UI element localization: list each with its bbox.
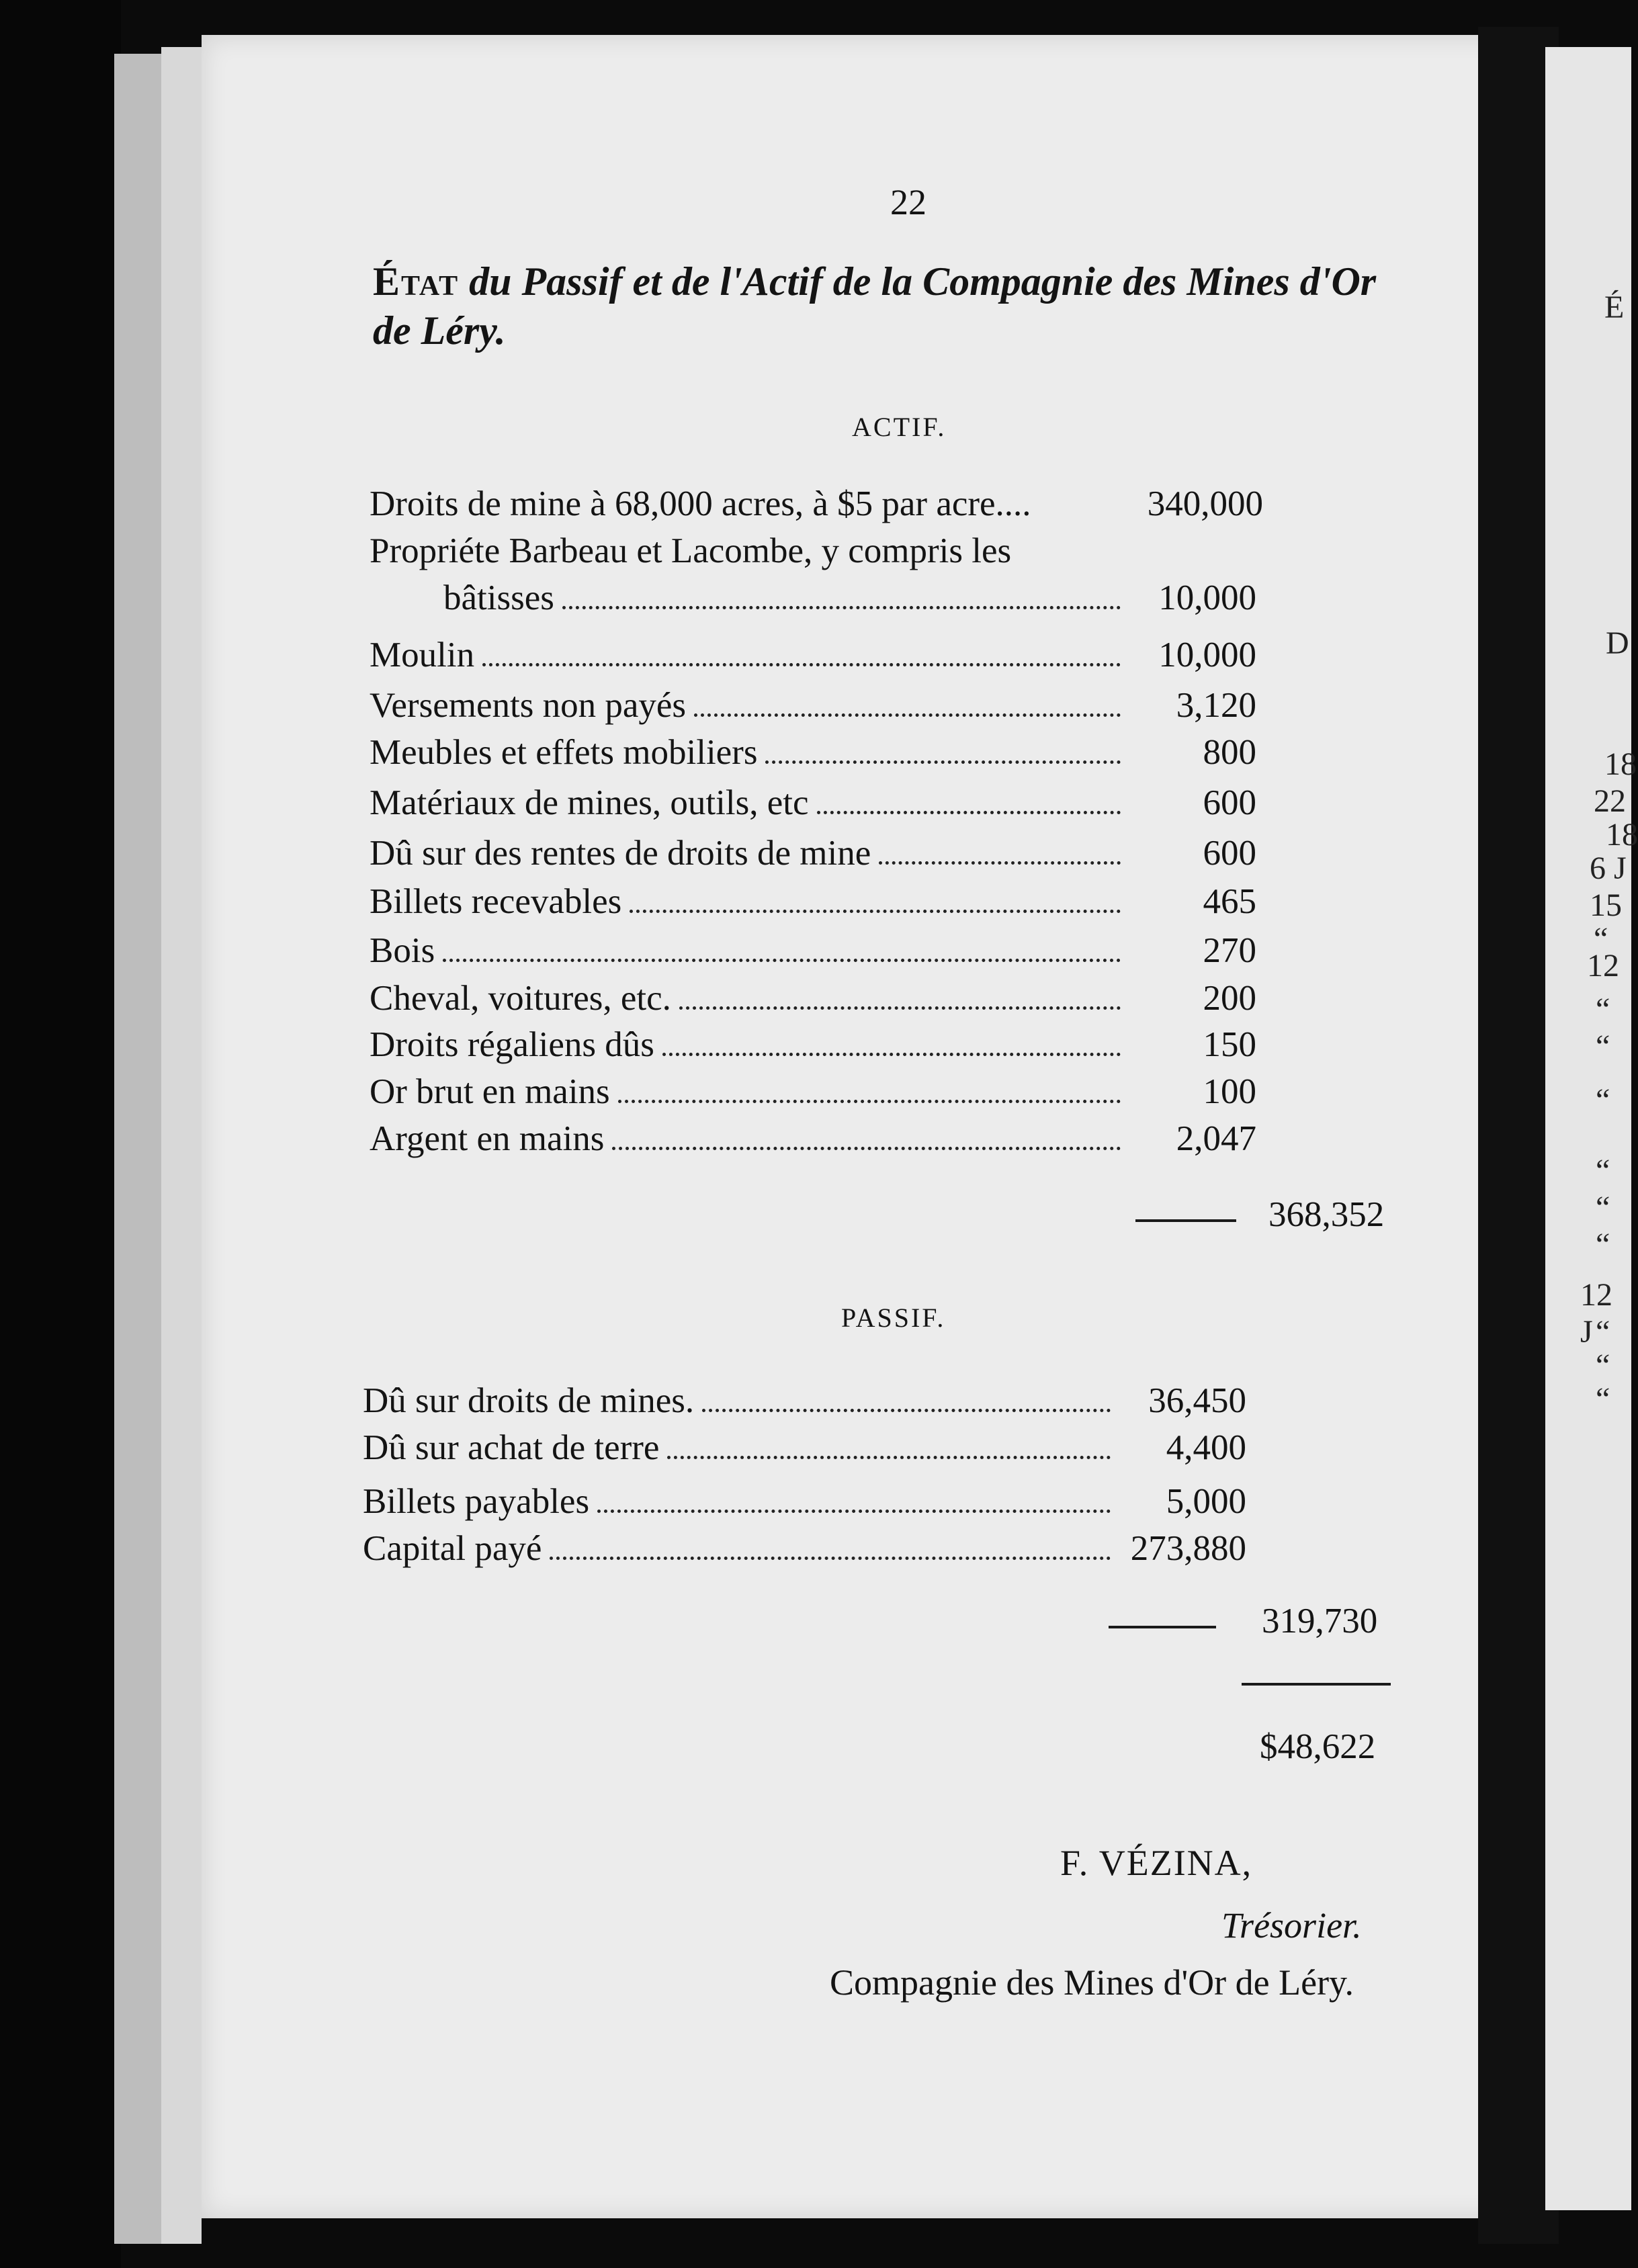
- facing-page-fragment: 18: [1604, 746, 1637, 782]
- actif-row-label: Droits de mine à 68,000 acres, à $5 par acre....: [370, 484, 1031, 523]
- leader-dots: [679, 1006, 1121, 1010]
- leader-dots: [667, 1456, 1111, 1459]
- passif-total-rule: [1109, 1626, 1216, 1628]
- balance-total: $48,622: [1260, 1727, 1376, 1766]
- passif-row-label: Dû sur achat de terre: [363, 1428, 660, 1467]
- title-smallcaps: État: [373, 259, 460, 304]
- actif-row: [370, 1119, 1256, 1166]
- actif-row-value: 100: [1203, 1072, 1256, 1111]
- leader-dots: [482, 663, 1121, 666]
- actif-row-value: 10,000: [1158, 636, 1256, 674]
- actif-row-value: 2,047: [1176, 1119, 1256, 1158]
- facing-page-fragment: 12: [1587, 948, 1619, 984]
- facing-page-fragment: 15: [1590, 887, 1622, 923]
- leader-dots: [694, 713, 1121, 717]
- actif-row-value: 200: [1203, 979, 1256, 1018]
- actif-row-label: Moulin: [370, 636, 475, 674]
- leader-dots: [597, 1510, 1111, 1513]
- actif-row-value: 270: [1203, 931, 1256, 970]
- leader-dots: [550, 1557, 1111, 1560]
- actif-row-label: Droits régaliens dûs: [370, 1025, 654, 1064]
- binding-mark: [1490, 1538, 1537, 1568]
- leader-dots: [702, 1409, 1111, 1412]
- actif-heading: ACTIF.: [852, 412, 947, 442]
- actif-row-label: bâtisses: [443, 578, 554, 617]
- facing-page-fragment: 12 J: [1580, 1277, 1612, 1350]
- page-number: 22: [890, 182, 926, 222]
- signature-name: F. VÉZINA,: [1060, 1843, 1253, 1883]
- actif-row: [443, 578, 1256, 625]
- facing-page-fragment: “: [1596, 1348, 1610, 1383]
- actif-row: [370, 930, 1256, 977]
- signature-role: Trésorier.: [1221, 1905, 1362, 1946]
- actif-row: [370, 635, 1256, 682]
- facing-page-fragment: 22: [1594, 783, 1626, 819]
- leader-dots: [630, 910, 1121, 913]
- actif-row-label: Cheval, voitures, etc.: [370, 979, 671, 1018]
- facing-page: [1545, 47, 1631, 2210]
- facing-page-fragment: 6 J: [1590, 850, 1627, 886]
- actif-row-value: 340,000: [1147, 484, 1263, 523]
- passif-heading: PASSIF.: [841, 1303, 946, 1333]
- actif-row-label: Dû sur des rentes de droits de mine: [370, 834, 871, 873]
- balance-rule: [1242, 1683, 1391, 1686]
- passif-row: [363, 1481, 1246, 1528]
- actif-row-value: 150: [1203, 1025, 1256, 1064]
- title-line1: du Passif et de l'Actif de la Compagnie des Mines d'Or: [469, 259, 1377, 304]
- actif-row-value: 465: [1203, 882, 1256, 921]
- leader-dots: [817, 811, 1121, 814]
- actif-row: [370, 1024, 1256, 1072]
- actif-total: 368,352: [1268, 1195, 1385, 1234]
- facing-page-fragment: É: [1604, 290, 1625, 325]
- page-title: [373, 259, 1376, 305]
- passif-row-label: Dû sur droits de mines.: [363, 1381, 695, 1420]
- passif-row: [363, 1381, 1246, 1428]
- scan-background: [0, 0, 121, 2268]
- binding-mark: [1504, 830, 1544, 847]
- passif-row: [363, 1428, 1246, 1475]
- actif-row: [370, 531, 1256, 578]
- actif-row-label: Matériaux de mines, outils, etc: [370, 783, 809, 822]
- actif-row: [370, 685, 1256, 732]
- facing-page-fragment: “: [1596, 1314, 1610, 1350]
- actif-row-label: Billets recevables: [370, 882, 622, 921]
- passif-row-label: Capital payé: [363, 1529, 542, 1568]
- leader-dots: [879, 861, 1121, 865]
- actif-row-value: 600: [1203, 834, 1256, 873]
- leader-dots: [765, 760, 1121, 764]
- actif-row-value: 3,120: [1176, 686, 1256, 725]
- binding-mark: [1510, 411, 1535, 435]
- signature-company: Compagnie des Mines d'Or de Léry.: [830, 1962, 1354, 2003]
- actif-row-label: Argent en mains: [370, 1119, 605, 1158]
- facing-page-fragment: “: [1596, 1381, 1610, 1417]
- leader-dots: [618, 1100, 1121, 1103]
- facing-page-fragment: D: [1606, 625, 1629, 661]
- actif-row: [370, 978, 1256, 1025]
- page-edge-strip: [161, 47, 202, 2244]
- passif-row-value: 5,000: [1166, 1482, 1246, 1521]
- passif-row-value: 273,880: [1130, 1529, 1246, 1568]
- binding-mark: [1504, 1280, 1544, 1297]
- facing-page-fragment: “: [1596, 1227, 1610, 1262]
- actif-row-label: Versements non payés: [370, 686, 686, 725]
- leader-dots: [443, 959, 1121, 962]
- actif-row-label: Meubles et effets mobiliers: [370, 733, 758, 772]
- facing-page-fragment: 18: [1606, 817, 1638, 853]
- actif-row: [370, 732, 1256, 779]
- facing-page-fragment: “: [1596, 1029, 1610, 1064]
- actif-row: [370, 783, 1256, 830]
- actif-row-label: Propriéte Barbeau et Lacombe, y compris les: [370, 531, 1012, 570]
- actif-total-rule: [1135, 1219, 1236, 1222]
- passif-row: [363, 1528, 1246, 1575]
- leader-dots: [612, 1147, 1121, 1150]
- facing-page-fragment: “: [1596, 1153, 1610, 1188]
- actif-row-value: 10,000: [1158, 578, 1256, 617]
- actif-row-label: Or brut en mains: [370, 1072, 610, 1111]
- passif-row-value: 4,400: [1166, 1428, 1246, 1467]
- actif-row: [370, 484, 1263, 531]
- page-title-line2: de Léry.: [373, 308, 506, 353]
- leader-dots: [662, 1053, 1121, 1056]
- leader-dots: [562, 606, 1121, 609]
- actif-row-value: 600: [1203, 783, 1256, 822]
- facing-page-fragment: “: [1596, 1082, 1610, 1118]
- facing-page-fragment: “: [1596, 992, 1610, 1027]
- actif-row: [370, 833, 1256, 880]
- facing-page-fragment: “: [1594, 921, 1608, 957]
- actif-row-label: Bois: [370, 931, 435, 970]
- passif-row-label: Billets payables: [363, 1482, 590, 1521]
- facing-page-fragment: “: [1596, 1190, 1610, 1225]
- actif-row: [370, 881, 1256, 928]
- passif-total: 319,730: [1262, 1602, 1378, 1641]
- passif-row-value: 36,450: [1148, 1381, 1246, 1420]
- actif-row: [370, 1072, 1256, 1119]
- actif-row-value: 800: [1203, 733, 1256, 772]
